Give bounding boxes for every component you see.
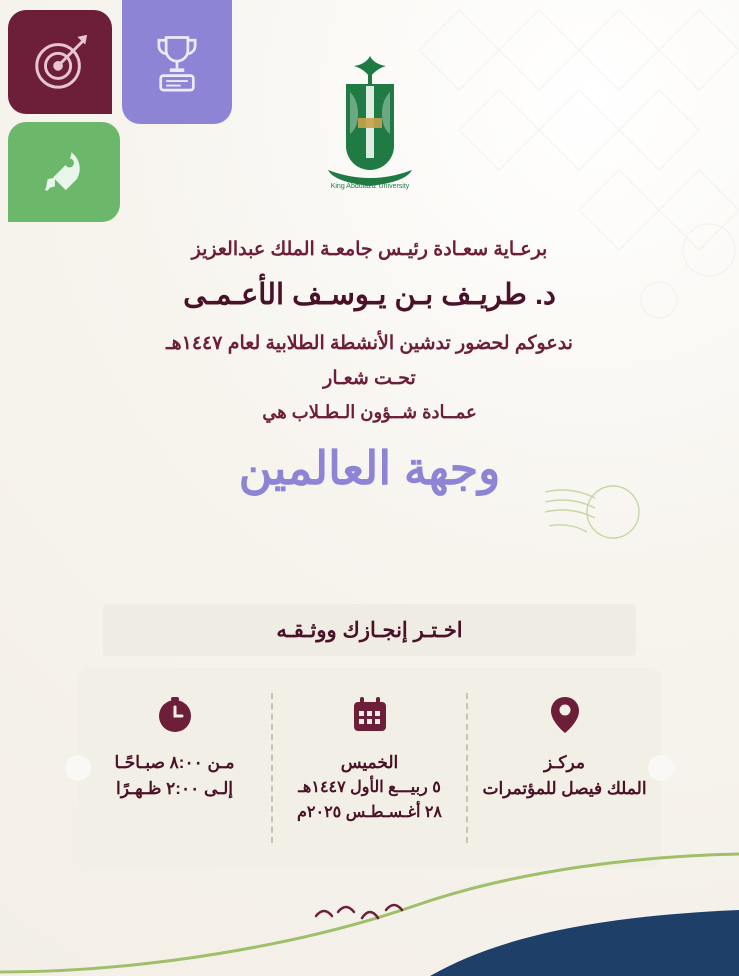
invitation-line: ندعوكم لحضور تدشين الأنشطة الطلابية لعام ١٤٤٧هـ	[166, 333, 573, 354]
location-line-1: مركـز	[544, 753, 585, 772]
birds-decoration	[0, 900, 739, 930]
ticket-column-date	[273, 668, 466, 868]
ticket-column-location	[468, 668, 661, 868]
svg-text:King Abdulaziz University: King Abdulaziz University	[330, 183, 409, 190]
deanship-line: عمــادة شــؤون الـطـلاب هي	[262, 402, 477, 422]
date-line-1: الخميس	[340, 753, 399, 772]
slogan-text: وجهة العالمين	[238, 442, 501, 494]
clock-icon	[154, 694, 196, 736]
time-line-2: إلـى ٢:٠٠ ظـهـرًا	[116, 779, 233, 799]
ticket-column-time	[78, 668, 271, 868]
calendar-icon	[349, 694, 391, 736]
location-line-2: الملك فيصل للمؤتمرات	[482, 779, 647, 799]
patron-line: برعـاية سعـادة رئيـس جامعـة الملك عبدالعزيز	[191, 239, 548, 260]
time-line-1: مـن ٨:٠٠ صبـاحًـا	[114, 753, 235, 772]
main-content	[0, 238, 739, 495]
achievement-banner-text: اخـتـر إنجـازك ووثـقـه	[276, 618, 463, 642]
logo-wrapper	[0, 52, 739, 198]
event-details-ticket	[78, 668, 661, 868]
achievement-banner	[103, 604, 636, 656]
date-line-2: ٥ ربيـــع الأول ١٤٤٧هـ	[298, 779, 441, 797]
patron-name: د. طريـف بـن يـوسـف الأعـمـى	[183, 279, 556, 311]
location-pin-icon	[544, 694, 586, 736]
king-abdulaziz-university-logo	[306, 52, 434, 198]
date-line-3: ٢٨ أغـسـطـس ٢٠٢٥م	[296, 804, 443, 822]
under-slogan-label: تحـت شعـار	[323, 368, 416, 389]
